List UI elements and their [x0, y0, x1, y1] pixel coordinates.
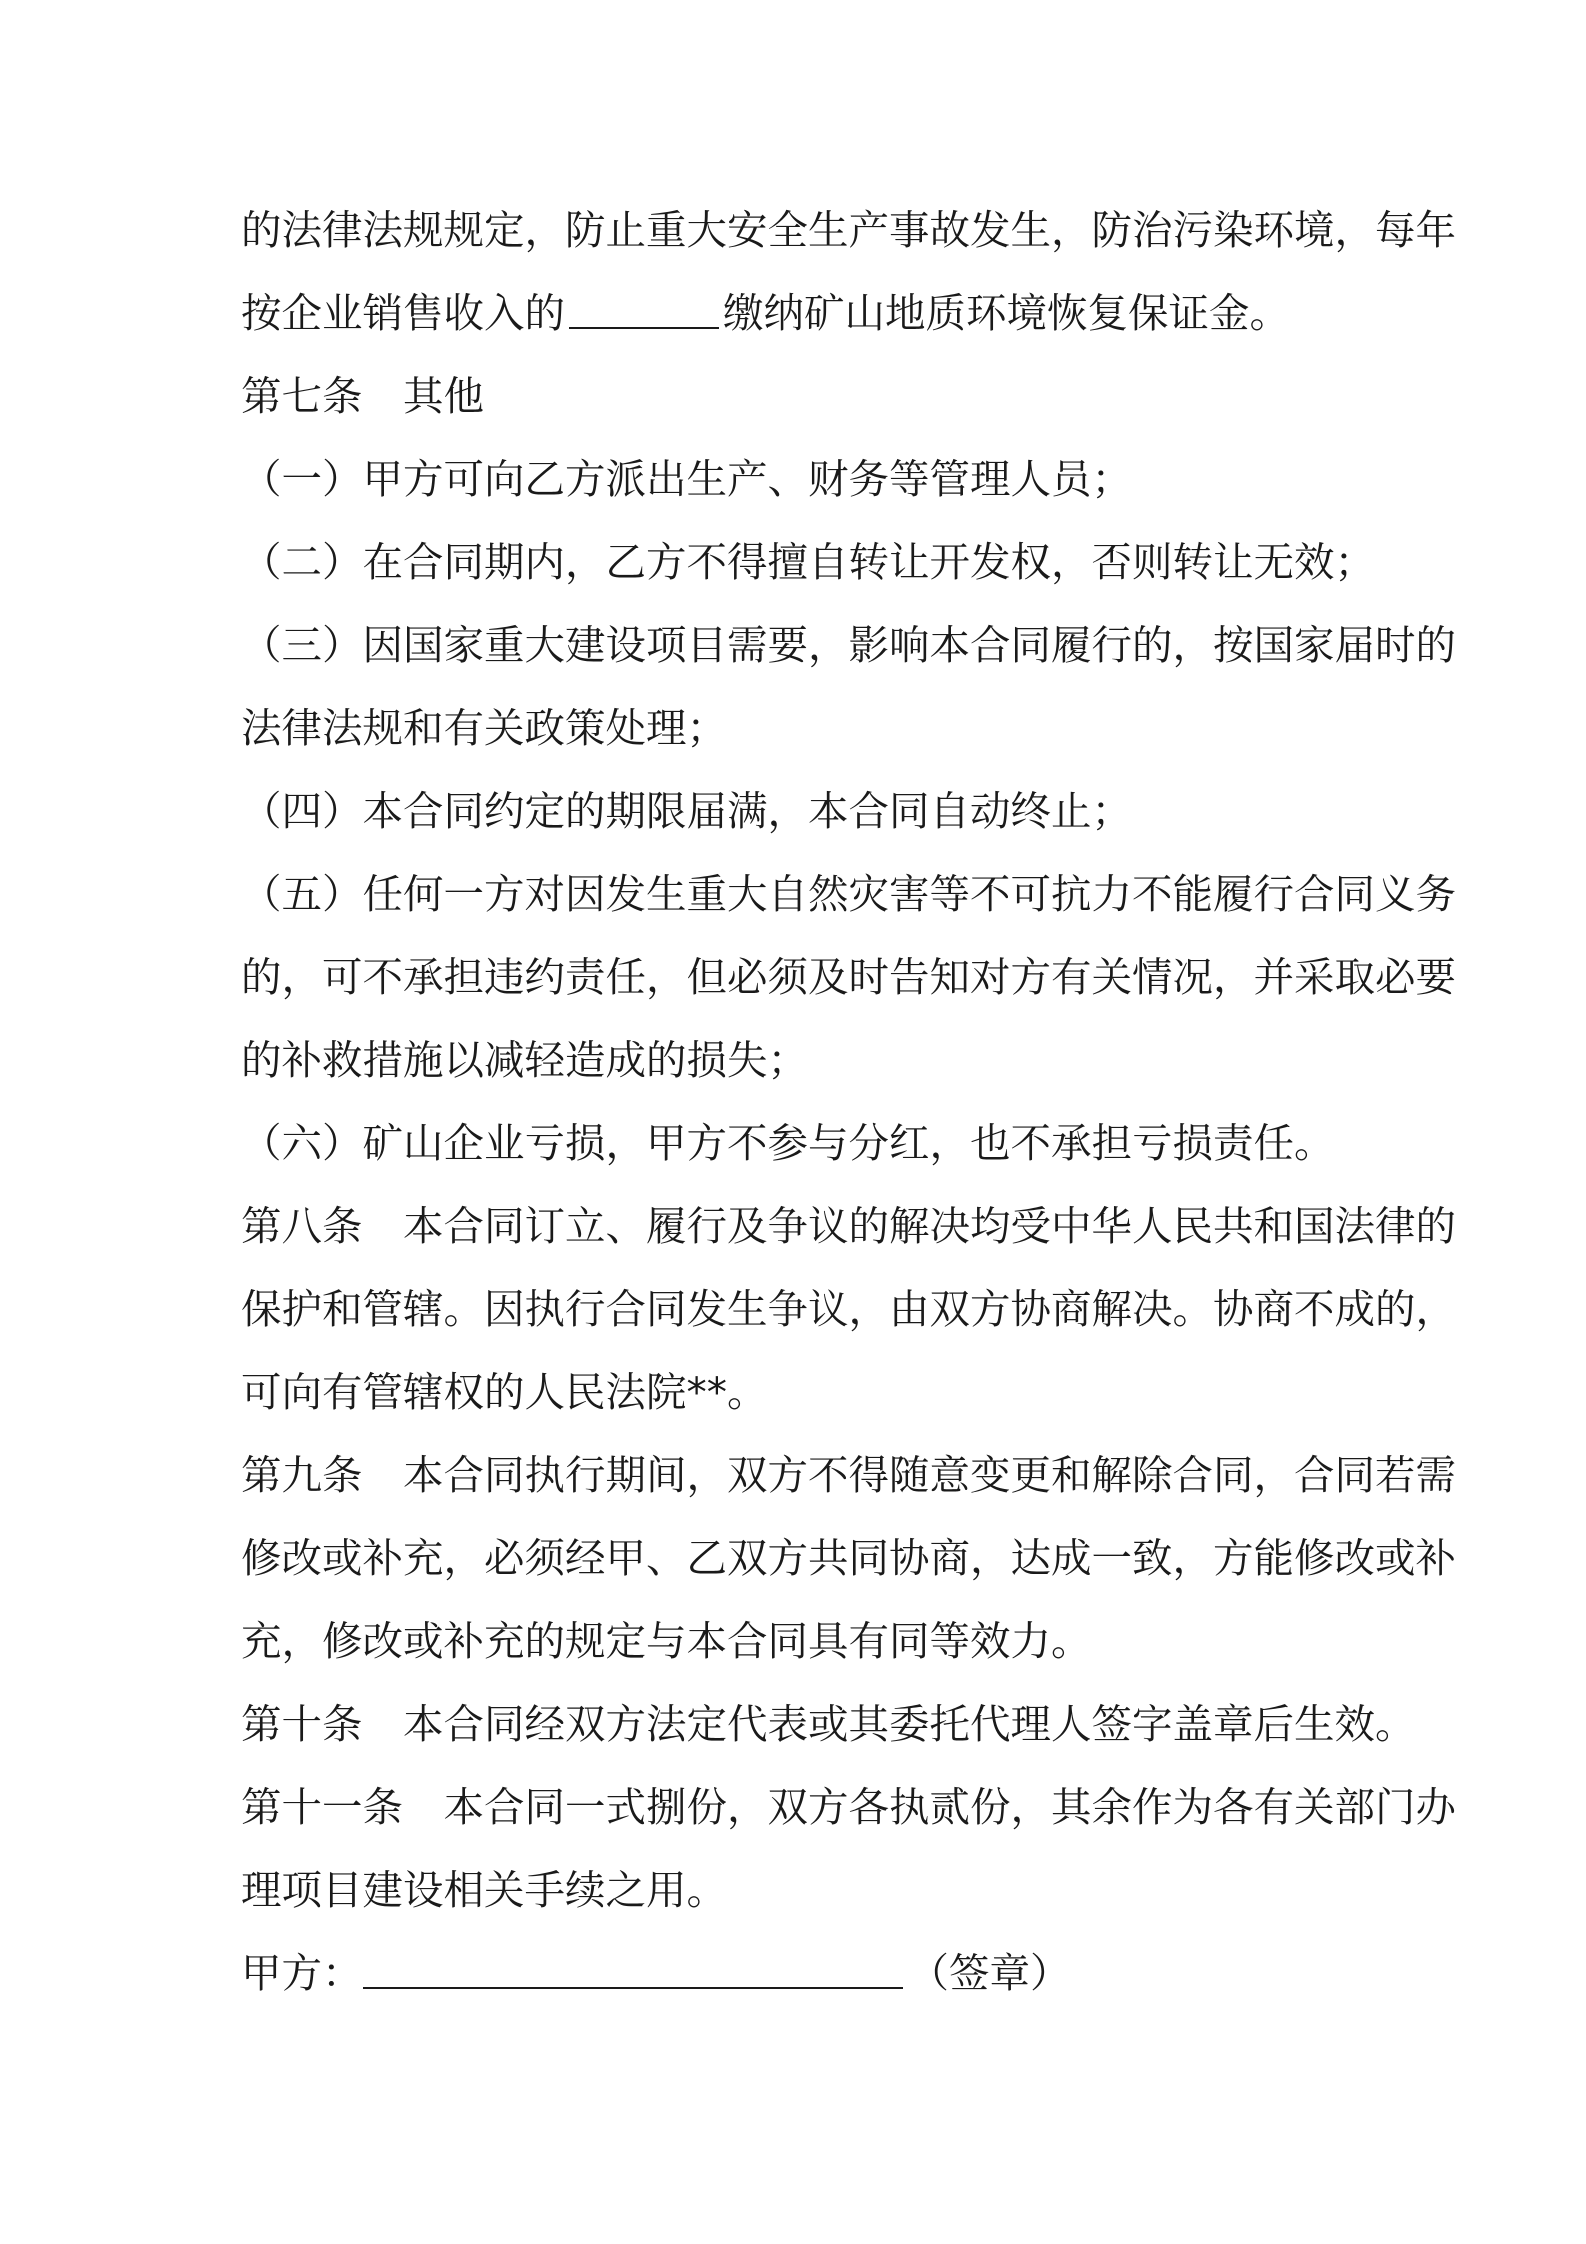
contract-body [241, 198, 1456, 2024]
party-a-label: 甲方： [241, 1949, 363, 1997]
fill-in-blank [569, 327, 719, 329]
text-line: 理项目建设相关手续之用。 [241, 1866, 727, 1914]
text-line: 保护和管辖。因执行合同发生争议，由双方协商解决。协商不成的， [241, 1285, 1456, 1333]
clause-item: （五）任何一方对因发生重大自然灾害等不可抗力不能履行合同义务 [241, 870, 1456, 918]
text-line: 的法律法规规定，防止重大安全生产事故发生，防治污染环境，每年 [241, 206, 1456, 254]
article-heading: 第七条 其他 [241, 372, 484, 420]
text-line: 修改或补充，必须经甲、乙双方共同协商，达成一致，方能修改或补 [241, 1534, 1456, 1582]
article-heading: 第十一条 本合同一式捌份，双方各执贰份，其余作为各有关部门办 [241, 1783, 1456, 1831]
article-heading: 第九条 本合同执行期间，双方不得随意变更和解除合同，合同若需 [241, 1451, 1456, 1499]
text-line: 充，修改或补充的规定与本合同具有同等效力。 [241, 1617, 1092, 1665]
text-line: 可向有管辖权的人民法院**。 [241, 1368, 768, 1416]
article-heading: 第八条 本合同订立、履行及争议的解决均受中华人民共和国法律的 [241, 1202, 1456, 1250]
text-segment: 按企业销售收入的 [241, 289, 565, 337]
text-line: 的补救措施以减轻造成的损失； [241, 1036, 808, 1084]
text-segment: 缴纳矿山地质环境恢复保证金。 [723, 289, 1290, 337]
article-heading: 第十条 本合同经双方法定代表或其委托代理人签字盖章后生效。 [241, 1700, 1416, 1748]
clause-item: （四）本合同约定的期限届满，本合同自动终止； [241, 787, 1132, 835]
clause-item: （六）矿山企业亏损，甲方不参与分红，也不承担亏损责任。 [241, 1119, 1335, 1167]
clause-item: （三）因国家重大建设项目需要，影响本合同履行的，按国家届时的 [241, 621, 1456, 669]
text-line: 法律法规和有关政策处理； [241, 704, 727, 752]
clause-item: （一）甲方可向乙方派出生产、财务等管理人员； [241, 455, 1132, 503]
signature-blank [363, 1987, 903, 1989]
seal-label: （签章） [908, 1949, 1071, 1997]
text-line [241, 281, 1361, 364]
clause-item: （二）在合同期内，乙方不得擅自转让开发权，否则转让无效； [241, 538, 1375, 586]
signature-line [241, 1941, 1361, 2024]
text-line: 的，可不承担违约责任，但必须及时告知对方有关情况，并采取必要 [241, 953, 1456, 1001]
